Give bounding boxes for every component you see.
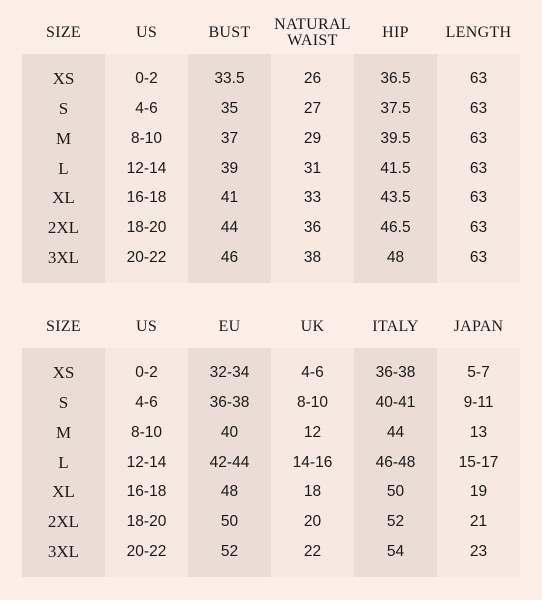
column-uk: [271, 348, 354, 577]
header-uk: UK: [300, 318, 325, 335]
table-cell: 0-2: [135, 364, 158, 382]
table-cell: 20-22: [126, 542, 167, 560]
table-cell: 18: [303, 483, 322, 501]
table-cell: XS: [52, 69, 75, 89]
table-cell: 31: [303, 159, 322, 177]
table-cell: 52: [220, 542, 239, 560]
table-cell: M: [55, 128, 72, 148]
header-length: LENGTH: [445, 24, 512, 41]
column-size: [22, 348, 105, 577]
table-body: [22, 54, 520, 283]
table-cell: 0-2: [135, 70, 158, 88]
table-cell: 29: [303, 129, 322, 147]
table-cell: 12-14: [126, 159, 167, 177]
table-cell: 41.5: [380, 159, 411, 177]
table-cell: 18-20: [126, 512, 167, 530]
table-cell: 16-18: [126, 189, 167, 207]
table-header-row: [22, 306, 520, 348]
table-cell: 23: [469, 542, 488, 560]
table-cell: S: [58, 393, 69, 413]
table-cell: 33.5: [214, 70, 245, 88]
table-cell: 27: [303, 100, 322, 118]
table-cell: 20: [303, 512, 322, 530]
table-cell: 8-10: [296, 394, 329, 412]
table-cell: 32-34: [209, 364, 250, 382]
table-cell: 9-11: [463, 394, 494, 412]
table-body: [22, 348, 520, 577]
table-cell: 63: [469, 70, 488, 88]
table-cell: 36: [303, 218, 322, 236]
header-size: SIZE: [46, 318, 81, 335]
header-eu: EU: [218, 318, 241, 335]
header-italy: ITALY: [372, 318, 419, 335]
table-cell: 3XL: [47, 541, 80, 561]
table-cell: 8-10: [130, 423, 163, 441]
table-cell: 44: [220, 218, 239, 236]
table-cell: 44: [386, 423, 405, 441]
column-us: [105, 54, 188, 283]
table-cell: 3XL: [47, 247, 80, 267]
header-size: SIZE: [46, 24, 81, 41]
column-length: [437, 54, 520, 283]
table-cell: 35: [220, 100, 239, 118]
table-cell: 16-18: [126, 483, 167, 501]
header-hip: HIP: [382, 24, 409, 41]
table-cell: 5-7: [467, 364, 490, 382]
table-cell: 48: [386, 248, 405, 266]
table-cell: 43.5: [380, 189, 411, 207]
table-cell: 12-14: [126, 453, 167, 471]
table-cell: 14-16: [292, 453, 333, 471]
table-cell: 41: [220, 189, 239, 207]
table-cell: L: [58, 158, 69, 178]
size-chart-measurements: [22, 12, 520, 283]
table-cell: XL: [52, 482, 75, 502]
column-us: [105, 348, 188, 577]
table-cell: 13: [469, 423, 488, 441]
table-cell: 36.5: [380, 70, 411, 88]
table-cell: 22: [303, 542, 322, 560]
table-cell: 4-6: [135, 100, 158, 118]
table-cell: 50: [220, 512, 239, 530]
table-cell: 40: [220, 423, 239, 441]
column-hip: [354, 54, 437, 283]
size-chart-conversion: [22, 306, 520, 577]
column-italy: [354, 348, 437, 577]
table-header-row: [22, 12, 520, 54]
table-cell: 63: [469, 159, 488, 177]
table-cell: 8-10: [130, 129, 163, 147]
table-cell: L: [58, 452, 69, 472]
table-cell: 46.5: [380, 218, 411, 236]
column-japan: [437, 348, 520, 577]
column-eu: [188, 348, 271, 577]
table-cell: 4-6: [301, 364, 324, 382]
table-cell: 2XL: [47, 217, 80, 237]
table-cell: M: [55, 422, 72, 442]
table-cell: 36-38: [209, 394, 250, 412]
header-us: US: [135, 24, 158, 41]
table-cell: 48: [220, 483, 239, 501]
table-cell: 52: [386, 512, 405, 530]
table-cell: 63: [469, 189, 488, 207]
table-cell: 2XL: [47, 511, 80, 531]
table-cell: 26: [303, 70, 322, 88]
header-natural-waist: NATURAL WAIST: [274, 16, 351, 49]
column-bust: [188, 54, 271, 283]
table-cell: 33: [303, 189, 322, 207]
table-cell: 42-44: [209, 453, 250, 471]
table-cell: 38: [303, 248, 322, 266]
header-japan: JAPAN: [453, 318, 504, 335]
table-cell: 63: [469, 218, 488, 236]
header-us: US: [135, 318, 158, 335]
table-cell: 15-17: [458, 453, 499, 471]
column-natural-waist: [271, 54, 354, 283]
table-cell: 37: [220, 129, 239, 147]
table-cell: 19: [469, 483, 488, 501]
table-cell: 63: [469, 129, 488, 147]
table-cell: 36-38: [375, 364, 416, 382]
table-cell: 63: [469, 248, 488, 266]
table-cell: 20-22: [126, 248, 167, 266]
table-cell: 4-6: [135, 394, 158, 412]
table-cell: XS: [52, 363, 75, 383]
table-cell: 54: [386, 542, 405, 560]
table-cell: 39.5: [380, 129, 411, 147]
table-cell: 63: [469, 100, 488, 118]
header-bust: BUST: [208, 24, 251, 41]
table-cell: 37.5: [380, 100, 411, 118]
table-cell: 21: [469, 512, 488, 530]
table-cell: 46-48: [375, 453, 416, 471]
table-cell: 50: [386, 483, 405, 501]
table-cell: XL: [52, 188, 75, 208]
table-cell: S: [58, 99, 69, 119]
table-cell: 18-20: [126, 218, 167, 236]
table-cell: 39: [220, 159, 239, 177]
table-cell: 46: [220, 248, 239, 266]
table-cell: 40-41: [375, 394, 416, 412]
column-size: [22, 54, 105, 283]
table-cell: 12: [303, 423, 322, 441]
